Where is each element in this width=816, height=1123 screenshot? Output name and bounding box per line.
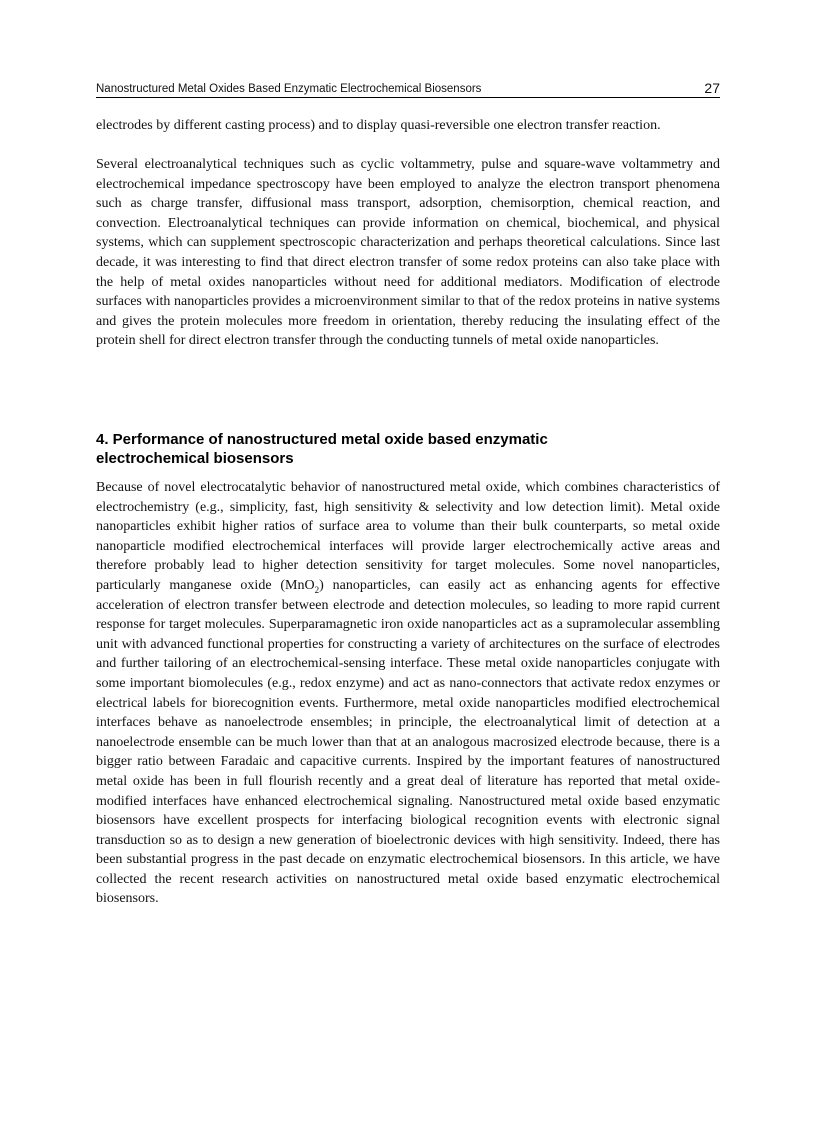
running-header — [96, 80, 720, 98]
paragraph-performance — [96, 478, 720, 909]
page-number: 27 — [704, 80, 720, 96]
running-header-title: Nanostructured Metal Oxides Based Enzymatic Electrochemical Biosensors — [96, 83, 482, 95]
paragraph-text-part-1: Because of novel electrocatalytic behavior of nanostructured metal oxide, which combines characteristics of electrochemistry (e.g., simplicity, fast, high sensitivity & selectivity and low detection limit). Metal oxide nanoparticles exhibit higher ratios of surface area to volume than their bulk counterparts, so metal oxide nanoparticle modified electrochemical interfaces will provide larger electrochemically active areas and therefore probably lead to higher detection sensitivity for target molecules. Some novel nanoparticles, particularly manganese oxide (MnO — [96, 480, 720, 593]
section-heading: 4. Performance of nanostructured metal oxide based enzymatic electrochemical biosensors — [96, 431, 548, 467]
paragraph-electroanalytical-techniques: Several electroanalytical techniques such as cyclic voltammetry, pulse and square-wave voltammetry and electrochemical impedance spectroscopy have been employed to analyze the electron transport phenomena such as charge transfer, diffusional mass transport, adsorption, chemisorption, chemical reaction, and convection. Electroanalytical techniques can provide information on chemical, biochemical, and physical systems, which can supplement spectroscopic characterization and perhaps theoretical calculations. Since last decade, it was interesting to find that direct electron transfer of some redox proteins can also take place with the help of metal oxides nanoparticles without need for additional mediators. Modification of electrode surfaces with nanoparticles provides a microenvironment similar to that of the redox proteins in native systems and gives the protein molecules more freedom in orientation, thereby reducing the insulating effect of the protein shell for direct electron transfer through the conducting tunnels of metal oxide nanoparticles. — [96, 157, 720, 349]
subscript-2: 2 — [314, 584, 320, 595]
paragraph-continuation: electrodes by different casting process) and to display quasi-reversible one electron transfer reaction. — [96, 118, 661, 133]
paragraph-text-part-2: ) nanoparticles, can easily act as enhancing agents for effective acceleration of electron transfer between electrode and detection molecules, so leading to more rapid current response for target molecules. Superparamagnetic iron oxide nanoparticles act as a supramolecular assembling unit with advanced functional properties for constructing a variety of architectures on the surface of electrodes and further tailoring of an electrochemical-sensing interface. These metal oxide nanoparticles conjugate with some important biomolecules (e.g., redox enzyme) and act as nano-connectors that activate redox enzymes or electrical labels for biorecognition events. Furthermore, metal oxide nanoparticles modified electrochemical interfaces behave as nanoelectrode ensembles; in principle, the electroanalytical limit of detection at a nanoelectrode ensemble can be much lower than that at an analogous macrosized electrode because, there is a bigger ratio between Faradaic and capacitive currents. Inspired by the important features of nanostructured metal oxide has been in full flourish recently and a great deal of literature has reported that metal oxide-modified interfaces have enhanced electrochemical signaling. Nanostructured metal oxide based enzymatic biosensors have excellent prospects for interfacing biological recognition events with electronic signal transduction so as to design a new generation of bioelectronic devices with high sensitivity. Indeed, there has been substantial progress in the past decade on enzymatic electrochemical biosensors. In this article, we have collected the recent research activities on nanostructured metal oxide based enzymatic electrochemical biosensors. — [96, 577, 720, 907]
